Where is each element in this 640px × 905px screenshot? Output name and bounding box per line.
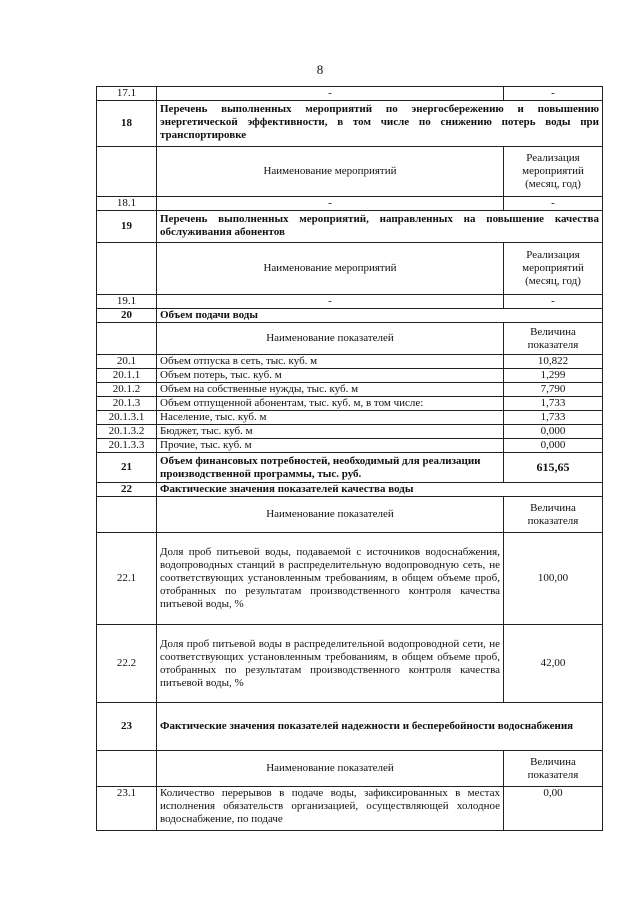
row-label: Население, тыс. куб. м <box>157 411 504 425</box>
row-value: - <box>504 87 603 101</box>
row-label: Объем отпущенной абонентам, тыс. куб. м, в том числе: <box>157 397 504 411</box>
row-label: Доля проб питьевой воды, подаваемой с источников водоснабжения, водопроводных станций в распределительную водопроводную сеть, не соответствующих установленным требованиям, в общем объеме проб, отобранных по результатам производственного контроля качества питьевой воды, % <box>157 533 504 625</box>
section-number: 23 <box>97 703 157 751</box>
row-label: Количество перерывов в подаче воды, зафиксированных в местах исполнения обязательств организацией, осуществляющей холодное водоснабжение, по подаче <box>157 787 504 831</box>
row-value: - <box>504 295 603 309</box>
row-number: 23.1 <box>97 787 157 831</box>
section-row <box>97 453 603 483</box>
row-number: 19.1 <box>97 295 157 309</box>
row-number: 20.1 <box>97 355 157 369</box>
row-value: - <box>157 197 504 211</box>
table-row <box>97 787 603 831</box>
section-number: 22 <box>97 483 157 497</box>
section-number: 21 <box>97 453 157 483</box>
header-row <box>97 243 603 295</box>
row-label: Доля проб питьевой воды в распределительной водопроводной сети, не соответствующих установленным требованиям, в общем объеме проб, отобранных по результатам производственного контроля качества питьевой воды, % <box>157 625 504 703</box>
column-header: Наименование показателей <box>157 751 504 787</box>
table-row <box>97 369 603 383</box>
section-title: Перечень выполненных мероприятий по энергосбережению и повышению энергетической эффективности, в том числе по снижению потерь воды при транспортировке <box>157 101 603 147</box>
section-number: 20 <box>97 309 157 323</box>
section-row <box>97 309 603 323</box>
row-label: Объем на собственные нужды, тыс. куб. м <box>157 383 504 397</box>
row-value: 615,65 <box>504 453 603 483</box>
column-header: Величина показателя <box>504 497 603 533</box>
row-value: 42,00 <box>504 625 603 703</box>
row-number: 22.2 <box>97 625 157 703</box>
row-value: 1,733 <box>504 397 603 411</box>
column-header: Наименование мероприятий <box>157 147 504 197</box>
row-number: 22.1 <box>97 533 157 625</box>
row-value: 10,822 <box>504 355 603 369</box>
section-number: 19 <box>97 211 157 243</box>
row-value: 1,299 <box>504 369 603 383</box>
row-value: - <box>157 87 504 101</box>
header-row <box>97 323 603 355</box>
row-value: 100,00 <box>504 533 603 625</box>
row-value: 0,00 <box>504 787 603 831</box>
section-row <box>97 483 603 497</box>
table-row <box>97 625 603 703</box>
column-header: Наименование показателей <box>157 323 504 355</box>
section-title: Объем подачи воды <box>157 309 603 323</box>
section-number: 18 <box>97 101 157 147</box>
section-row <box>97 101 603 147</box>
row-label: Бюджет, тыс. куб. м <box>157 425 504 439</box>
header-row <box>97 147 603 197</box>
table-row <box>97 295 603 309</box>
row-value: 7,790 <box>504 383 603 397</box>
report-table <box>96 86 603 831</box>
column-header: Наименование показателей <box>157 497 504 533</box>
row-number: 20.1.2 <box>97 383 157 397</box>
section-title: Фактические значения показателей качества воды <box>157 483 603 497</box>
table-row <box>97 197 603 211</box>
table-row <box>97 383 603 397</box>
row-value: - <box>157 295 504 309</box>
column-header: Величина показателя <box>504 751 603 787</box>
column-header: Величина показателя <box>504 323 603 355</box>
table-row <box>97 355 603 369</box>
header-row <box>97 497 603 533</box>
table-row <box>97 425 603 439</box>
row-number: 20.1.1 <box>97 369 157 383</box>
table-row <box>97 397 603 411</box>
table-row <box>97 411 603 425</box>
column-header: Реализация мероприятий (месяц, год) <box>504 243 603 295</box>
row-value: - <box>504 197 603 211</box>
section-row <box>97 703 603 751</box>
table-row <box>97 439 603 453</box>
row-number: 18.1 <box>97 197 157 211</box>
header-row <box>97 751 603 787</box>
row-value: 0,000 <box>504 439 603 453</box>
section-title: Фактические значения показателей надежности и бесперебойности водоснабжения <box>157 703 603 751</box>
row-label: Объем отпуска в сеть, тыс. куб. м <box>157 355 504 369</box>
row-number: 20.1.3 <box>97 397 157 411</box>
row-number: 20.1.3.1 <box>97 411 157 425</box>
row-number: 20.1.3.3 <box>97 439 157 453</box>
table-row <box>97 87 603 101</box>
row-value: 0,000 <box>504 425 603 439</box>
row-value: 1,733 <box>504 411 603 425</box>
table-row <box>97 533 603 625</box>
row-number: 20.1.3.2 <box>97 425 157 439</box>
page-number: 8 <box>316 62 324 77</box>
row-label: Прочие, тыс. куб. м <box>157 439 504 453</box>
column-header: Наименование мероприятий <box>157 243 504 295</box>
row-label: Объем потерь, тыс. куб. м <box>157 369 504 383</box>
row-number: 17.1 <box>97 87 157 101</box>
section-row <box>97 211 603 243</box>
section-title: Перечень выполненных мероприятий, направленных на повышение качества обслуживания абонентов <box>157 211 603 243</box>
section-title: Объем финансовых потребностей, необходимый для реализации производственной программы, тыс. руб. <box>157 453 504 483</box>
column-header: Реализация мероприятий (месяц, год) <box>504 147 603 197</box>
